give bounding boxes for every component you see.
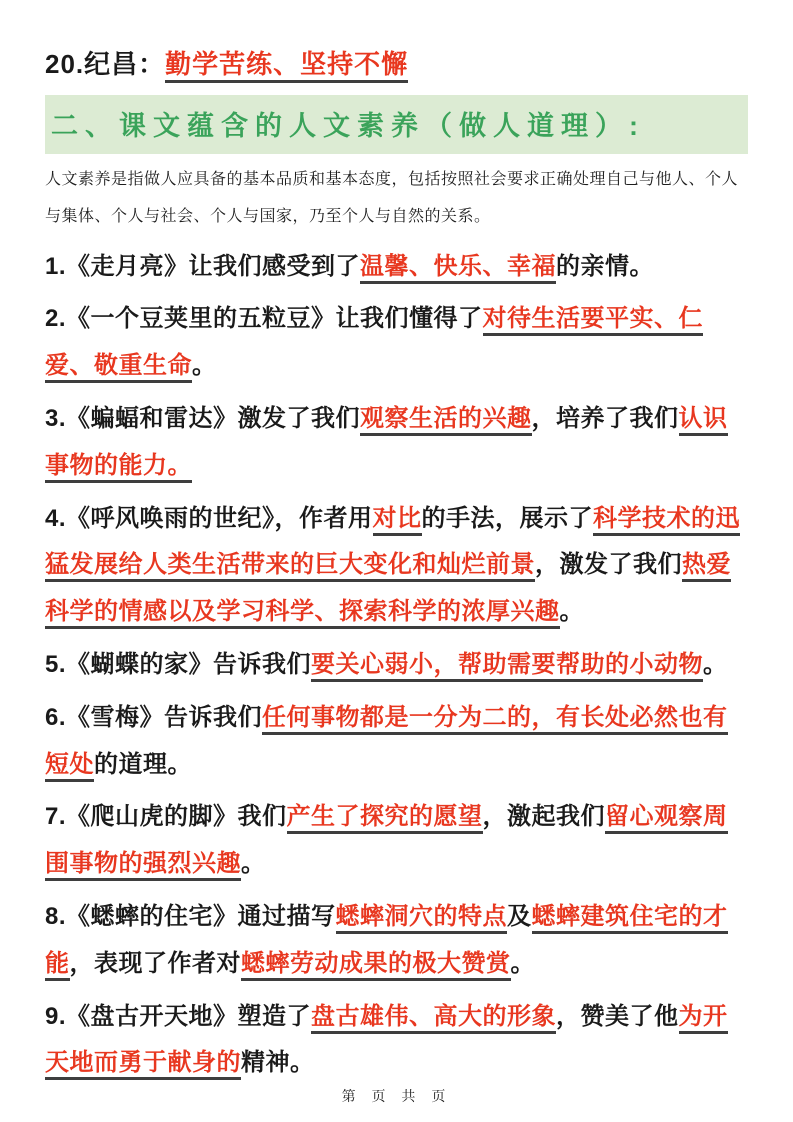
text-segment: 3.《蝙蝠和雷达》激发了我们 (45, 404, 361, 432)
items-list (45, 244, 748, 1088)
highlight-segment: 热爱科学的情感以及学习科学、探索科学的浓厚兴趣 (45, 551, 731, 629)
highlight-segment: 任何事物都是一分为二的，有长处必然也有短处 (45, 704, 728, 782)
list-item (45, 496, 748, 636)
text-segment: ，赞美了他 (556, 1002, 679, 1030)
list-item (45, 296, 748, 390)
text-segment: ，激发了我们 (535, 551, 682, 579)
text-segment: 2.《一个豆荚里的五粒豆》让我们懂得了 (45, 305, 483, 333)
item-20-highlight: 勤学苦练、坚持不懈 (165, 49, 408, 83)
text-segment: ，表现了作者对 (69, 949, 241, 977)
text-segment: 及 (507, 902, 532, 930)
text-segment: 的道理。 (94, 750, 192, 778)
page-footer: 第 页 共 页 (341, 1088, 452, 1104)
highlight-segment: 观察生活的兴趣 (360, 405, 532, 436)
item-20-label: 20.纪昌： (45, 49, 166, 79)
text-segment: 7.《爬山虎的脚》我们 (45, 803, 287, 831)
highlight-segment: 为开天地而勇于献身的 (45, 1003, 728, 1081)
text-segment: ，激起我们 (482, 803, 606, 831)
highlight-segment: 蟋蟀劳动成果的极大赞赏 (241, 950, 511, 981)
highlight-segment: 对待生活要平实、仁爱、敬重生命 (45, 305, 703, 383)
highlight-segment: 留心观察周围事物的强烈兴趣 (45, 803, 728, 881)
highlight-segment: 蟋蟀建筑住宅的才能 (45, 903, 728, 981)
highlight-segment: 盘古雄伟、高大的形象 (311, 1003, 556, 1034)
section-intro: 人文素养是指做人应具备的基本品质和基本态度，包括按照社会要求正确处理自己与他人、个人与集体、个人与社会、个人与国家，乃至个人与自然的关系。 (45, 171, 739, 225)
highlight-segment: 对比 (373, 505, 422, 536)
text-segment: 。 (241, 850, 266, 878)
text-segment: 。 (510, 949, 535, 977)
highlight-segment: 认识事物的能力。 (45, 405, 728, 483)
list-item (45, 894, 748, 988)
text-segment: ，培养了我们 (531, 404, 679, 432)
text-segment: 5.《蝴蝶的家》告诉我们 (45, 650, 312, 678)
highlight-segment: 产生了探究的愿望 (287, 803, 483, 834)
text-segment: 9.《盘古开天地》塑造了 (45, 1002, 312, 1030)
list-item (45, 994, 748, 1088)
text-segment: 6.《雪梅》告诉我们 (45, 703, 263, 731)
section-header-title: 二、课文蕴含的人文素养（做人道理）: (51, 111, 645, 141)
list-item (45, 396, 748, 490)
text-segment: 的手法，展示了 (421, 504, 594, 532)
list-item (45, 695, 748, 789)
section-header (45, 95, 748, 154)
text-segment: 1.《走月亮》让我们感受到了 (45, 252, 361, 280)
list-item (45, 794, 748, 888)
text-segment: 的亲情。 (556, 252, 655, 280)
highlight-segment: 蟋蟀洞穴的特点 (336, 903, 508, 934)
list-item (45, 244, 748, 291)
text-segment: 精神。 (241, 1049, 315, 1077)
text-segment: 。 (559, 598, 584, 626)
highlight-segment: 要关心弱小，帮助需要帮助的小动物 (311, 651, 703, 682)
list-item-20 (45, 44, 748, 81)
highlight-segment: 温馨、快乐、幸福 (360, 253, 556, 284)
text-segment: 4.《呼风唤雨的世纪》，作者用 (45, 504, 373, 532)
text-segment: 。 (703, 650, 728, 678)
list-item (45, 642, 748, 689)
text-segment: 8.《蟋蟀的住宅》通过描写 (45, 902, 336, 930)
highlight-segment: 科学技术的迅猛发展给人类生活带来的巨大变化和灿烂前景 (45, 505, 740, 583)
text-segment: 。 (192, 352, 217, 380)
